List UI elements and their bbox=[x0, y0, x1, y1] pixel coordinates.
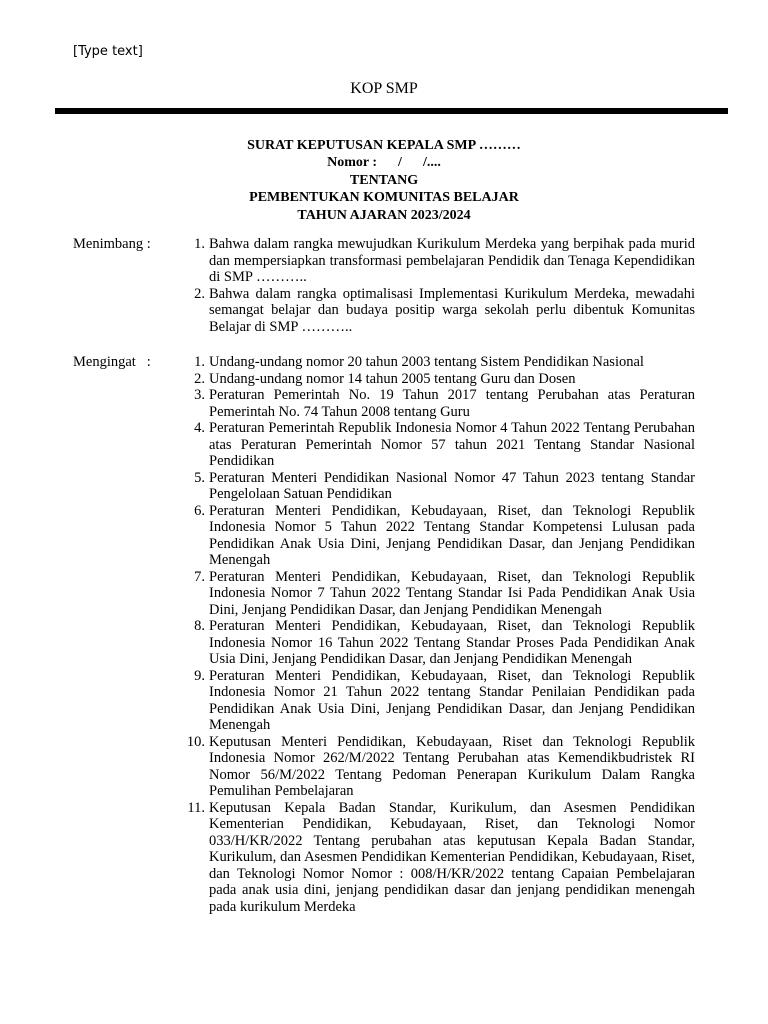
decree-subject: PEMBENTUKAN KOMUNITAS BELAJAR bbox=[249, 190, 519, 206]
item-number: 6. bbox=[194, 502, 205, 519]
decree-title-block bbox=[0, 137, 768, 224]
list-item bbox=[183, 800, 695, 916]
menimbang-label: Menimbang : bbox=[73, 236, 151, 252]
list-item bbox=[183, 668, 695, 734]
item-text: Peraturan Menteri Pendidikan Nasional Nomor 47 Tahun 2023 tentang Standar Pengelolaan Satuan Pendidikan bbox=[209, 469, 695, 502]
item-number: 1. bbox=[194, 236, 205, 252]
item-number: 3. bbox=[194, 387, 205, 403]
list-item bbox=[183, 420, 695, 470]
menimbang-list bbox=[183, 236, 695, 335]
list-item bbox=[183, 387, 695, 420]
mengingat-label: Mengingat : bbox=[73, 354, 151, 370]
list-item bbox=[183, 618, 695, 668]
item-number: 1. bbox=[194, 354, 205, 370]
item-number: 2. bbox=[194, 370, 205, 387]
list-item bbox=[183, 286, 695, 336]
item-number: 4. bbox=[194, 420, 205, 436]
list-item bbox=[183, 734, 695, 800]
item-text: Keputusan Kepala Badan Standar, Kurikulum, dan Asesmen Pendidikan Kementerian Pendidikan, Kebudayaan, Riset, dan Teknologi Nomor 033/H/KR/2022 Tentang perubahan atas keputusan Kepala Badan Standar, Kurikulum, dan Asesmen Pendidikan Kementerian Pendidikan, Kebudayaan, Riset, dan Teknologi Nomor Nomor : 008/H/KR/2022 tentang Capaian Pembelajaran pada anak usia dini, jenjang pendidikan dasar dan jenjang pendidikan menengah pada kurikulum Merdeka bbox=[209, 799, 695, 915]
list-item bbox=[183, 470, 695, 503]
item-text: Keputusan Menteri Pendidikan, Kebudayaan, Riset dan Teknologi Republik Indonesia Nomor 262/M/2022 Tentang Perubahan atas Kemendikbudristek RI Nomor 56/M/2022 Tentang Pedoman Penerapan Kurikulum Dalam Rangka Pemulihan Pembelajaran bbox=[209, 733, 695, 799]
item-number: 5. bbox=[194, 469, 205, 486]
item-text: Bahwa dalam rangka optimalisasi Implementasi Kurikulum Merdeka, mewadahi semangat belajar dan budaya positip warga sekolah perlu dibentuk Komunitas Belajar di SMP ……….. bbox=[209, 285, 695, 335]
list-item bbox=[183, 569, 695, 619]
item-text: Undang-undang nomor 20 tahun 2003 tentang Sistem Pendidikan Nasional bbox=[209, 354, 644, 370]
mengingat-list bbox=[183, 354, 695, 915]
header-placeholder-text: [Type text] bbox=[73, 44, 143, 59]
item-text: Undang-undang nomor 14 tahun 2005 tentang Guru dan Dosen bbox=[209, 370, 576, 387]
decree-number: Nomor : / /.... bbox=[327, 155, 441, 171]
item-text: Peraturan Pemerintah No. 19 Tahun 2017 tentang Perubahan atas Peraturan Pemerintah No. 74 Tahun 2008 tentang Guru bbox=[209, 387, 695, 420]
item-text: Peraturan Menteri Pendidikan, Kebudayaan, Riset, dan Teknologi Republik Indonesia Nomor 7 Tahun 2022 Tentang Standar Isi Pada Pendidikan Anak Usia Dini, Jenjang Pendidikan Dasar, dan Jenjang Pendidikan Menengah bbox=[209, 568, 695, 618]
item-text: Peraturan Menteri Pendidikan, Kebudayaan, Riset, dan Teknologi Republik Indonesia Nomor 16 Tahun 2022 Tentang Standar Proses Pada Pendidikan Anak Usia Dini, Jenjang Pendidikan Dasar, dan Jenjang Pendidikan Menengah bbox=[209, 618, 695, 667]
letterhead-title: KOP SMP bbox=[350, 80, 418, 97]
item-number: 7. bbox=[194, 568, 205, 585]
list-item bbox=[183, 236, 695, 286]
item-number: 10. bbox=[186, 733, 205, 750]
item-text: Peraturan Menteri Pendidikan, Kebudayaan, Riset, dan Teknologi Republik Indonesia Nomor 21 Tahun 2022 tentang Standar Penilaian Pendidikan pada Pendidikan Anak Usia Dini, Jenjang Pendidikan Dasar, dan Jenjang Pendidikan Menengah bbox=[209, 667, 695, 733]
item-text: Peraturan Menteri Pendidikan, Kebudayaan, Riset, dan Teknologi Republik Indonesia Nomor 5 Tahun 2022 Tentang Standar Kompetensi Lulusan pada Pendidikan Anak Usia Dini, Jenjang Pendidikan Dasar, dan Jenjang Pendidikan Menengah bbox=[209, 502, 695, 568]
item-number: 11. bbox=[187, 799, 205, 816]
item-text: Peraturan Pemerintah Republik Indonesia Nomor 4 Tahun 2022 Tentang Perubahan atas Peraturan Pemerintah Nomor 57 tahun 2021 Tentang Standar Nasional Pendidikan bbox=[209, 420, 695, 469]
decree-title: SURAT KEPUTUSAN KEPALA SMP ……… bbox=[247, 138, 521, 153]
item-number: 9. bbox=[194, 667, 205, 684]
item-number: 8. bbox=[194, 618, 205, 634]
item-text: Bahwa dalam rangka mewujudkan Kurikulum Merdeka yang berpihak pada murid dan mempersiapkan transformasi pembelajaran Pendidik dan Tenaga Kependidikan di SMP ……….. bbox=[209, 236, 695, 285]
list-item bbox=[183, 371, 695, 388]
list-item bbox=[183, 503, 695, 569]
letterhead-rule bbox=[55, 108, 728, 114]
item-number: 2. bbox=[194, 285, 205, 302]
decree-year: TAHUN AJARAN 2023/2024 bbox=[297, 207, 471, 223]
decree-about: TENTANG bbox=[349, 172, 419, 188]
list-item bbox=[183, 354, 695, 371]
